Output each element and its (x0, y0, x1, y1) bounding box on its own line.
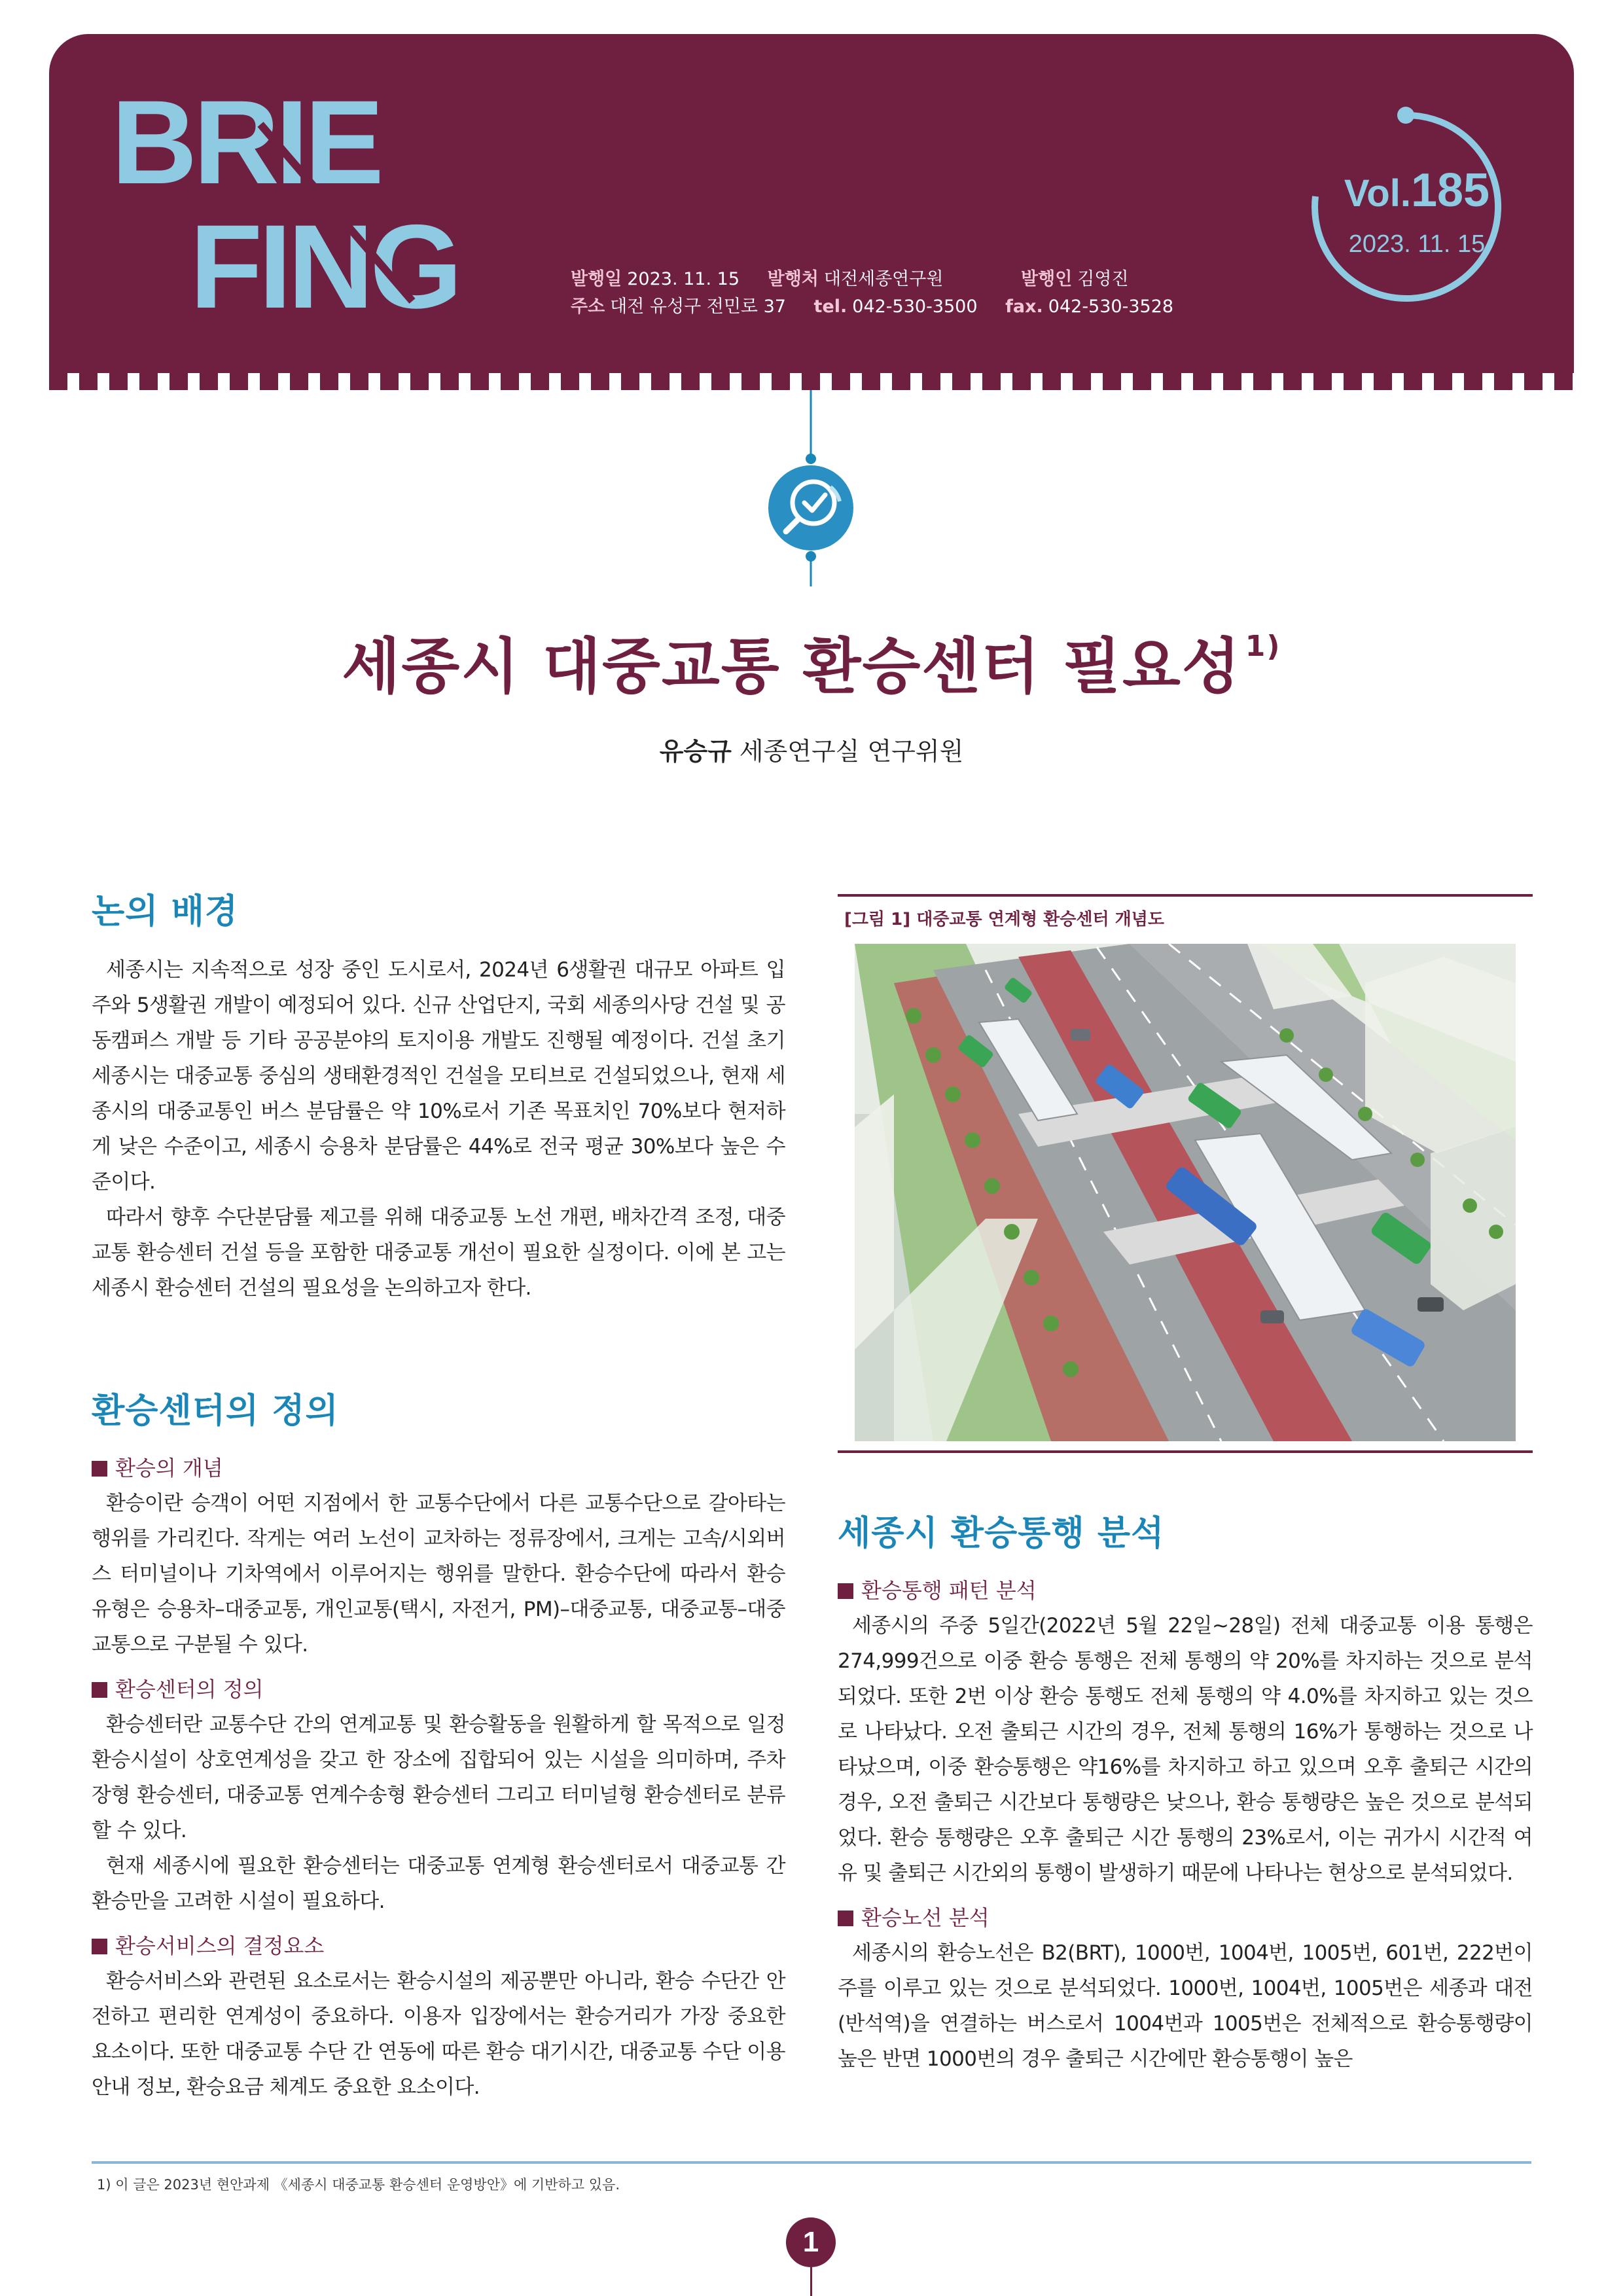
author-name: 유승규 (659, 737, 732, 766)
author-affiliation: 세종연구실 연구위원 (739, 737, 964, 766)
page-number-tick (810, 2267, 812, 2296)
center-definition-paragraph-1: 환승센터란 교통수단 간의 연계교통 및 환승활동을 원활하게 할 목적으로 일정 환승시설이 상호연계성을 갖고 한 장소에 집합되어 있는 시설을 의미하며, 주차장형 환승센터, 대중교통 연계수송형 환승센터 그리고 터미널형 환승센터로 분류할 수 있다. (92, 1713, 785, 1842)
figure-top-rule (838, 894, 1533, 897)
concept-paragraph: 환승이란 승객이 어떤 지점에서 한 교통수단에서 다른 교통수단으로 갈아타는 행위를 가리킨다. 작게는 여러 노선이 교차하는 정류장에서, 크게는 고속/시외버스 터미널이나 기차역에서 이루어지는 행위를 말한다. 환승수단에 따라서 환승 유형은 승용차–대중교통, 개인교통(택시, 자전거, PM)–대중교통, 대중교통–대중교통으로 구분될 수 있다. (92, 1492, 785, 1657)
section-title-background: 논의 배경 (92, 891, 239, 931)
title-footnote-mark: 1) (1245, 630, 1281, 663)
transfer-center-illustration (855, 944, 1516, 1441)
publication-info-row-1: 발행일 2023. 11. 15 발행처 대전세종연구원 발행인 김영진 (571, 269, 1129, 289)
bullet-square-icon (92, 1939, 107, 1954)
section-title-analysis: 세종시 환승통행 분석 (838, 1513, 1165, 1553)
route-paragraph: 세종시의 환승노선은 B2(BRT), 1000번, 1004번, 1005번, 601번, 222번이 주를 이루고 있는 것으로 분석되었다. 1000번, 1004번, 1005번은 세종과 대전(반석역)을 연결하는 버스로서 1004번과 1005번은 전체적으로 환승통행량이 높은 반면 1000번의 경우 출퇴근 시간에만 환승통행이 높은 (838, 1941, 1533, 2071)
bullet-square-icon (838, 1910, 853, 1926)
volume-number: Vol.185 (1344, 164, 1490, 217)
banner-edge (49, 373, 1574, 390)
logo-line-1: BRIE (111, 85, 380, 209)
bullet-square-icon (92, 1682, 107, 1698)
subsection-route: 환승노선 분석 (838, 1901, 1533, 1931)
center-definition-paragraph-2: 현재 세종시에 필요한 환승센터는 대중교통 연계형 환승센터로서 대중교통 간 환승만을 고려한 시설이 필요하다. (92, 1854, 785, 1913)
figure-bottom-rule (838, 1450, 1533, 1453)
bullet-square-icon (92, 1461, 107, 1477)
subsection-pattern: 환승통행 패턴 분석 (838, 1574, 1533, 1604)
volume-date: 2023. 11. 15 (1348, 230, 1486, 258)
subsection-factors: 환승서비스의 결정요소 (92, 1929, 785, 1960)
header-connector (811, 390, 812, 391)
bullet-square-icon (838, 1583, 853, 1599)
subsection-center-definition: 환승센터의 정의 (92, 1673, 785, 1703)
left-column (92, 884, 785, 2105)
figure-caption: [그림 1] 대중교통 연계형 환승센터 개념도 (844, 910, 1164, 929)
subsection-concept: 환승의 개념 (92, 1452, 785, 1482)
logo-line-2: FING (190, 200, 459, 327)
publication-info-row-2: 주소 대전 유성구 전민로 37 tel. 042-530-3500 fax. 042-530-3528 (571, 296, 1174, 317)
footnote: 1) 이 글은 2023년 현안과제 《세종시 대중교통 환승센터 운영방안》에 기반하고 있음. (97, 2177, 620, 2193)
figure-1 (838, 894, 1533, 1457)
pattern-paragraph: 세종시의 주중 5일간(2022년 5월 22일~28일) 전체 대중교통 이용 통행은 274,999건으로 이중 환승 통행은 전체 통행의 약 20%를 차지하는 것으로 분석되었다. 또한 2번 이상 환승 통행도 전체 통행의 약 4.0%를 차지하고 있는 것으로 나타났다. 오전 출퇴근 시간의 경우, 전체 통행의 16%가 통행하는 것으로 나타났으며, 이중 환승통행은 약16%를 차지하고 하고 있으며 오후 출퇴근 시간의 경우, 오전 출퇴근 시간보다 통행량은 낮으나, 환승 통행량은 높은 것으로 분석되었다. 환승 통행량은 오후 출퇴근 시간 통행의 23%로서, 이는 귀가시 시간적 여유 및 출퇴근 시간외의 통행이 발생하기 때문에 나타나는 현상으로 분석되었다. (838, 1614, 1533, 1885)
page-title: 세종시 대중교통 환승센터 필요성 $^{1)}$ (342, 630, 1281, 702)
author-line (0, 731, 1623, 767)
footer-rule (92, 2161, 1531, 2164)
briefing-logo (111, 85, 543, 327)
background-paragraph-2: 따라서 향후 수단분담률 제고를 위해 대중교통 노선 개편, 배차간격 조정, 대중교통 환승센터 건설 등을 포함한 대중교통 개선이 필요한 실정이다. 이에 본 고는 세종시 환승센터 건설의 필요성을 논의하고자 한다. (92, 1206, 785, 1300)
right-column (838, 1505, 1533, 2077)
page-number: 1 (786, 2217, 836, 2267)
background-paragraph-1: 세종시는 지속적으로 성장 중인 도시로서, 2024년 6생활권 대규모 아파트 입주와 5생활권 개발이 예정되어 있다. 신규 산업단지, 국회 세종의사당 건설 및 공동캠퍼스 개발 등 기타 공공분야의 토지이용 개발도 진행될 예정이다. 건설 초기 세종시는 대중교통 중심의 생태환경적인 건설을 모티브로 건설되었으나, 현재 세종시의 대중교통인 버스 분담률은 약 10%로서 기존 목표치인 70%보다 현저하게 낮은 수준이고, 세종시 승용차 분담률은 44%로 전국 평균 30%보다 높은 수준이다. (92, 958, 785, 1194)
magnifier-check-icon (768, 465, 853, 550)
section-title-definition: 환승센터의 정의 (92, 1391, 339, 1431)
factors-paragraph: 환승서비스와 관련된 요소로서는 환승시설의 제공뿐만 아니라, 환승 수단간 안전하고 편리한 연계성이 중요하다. 이용자 입장에서는 환승거리가 가장 중요한 요소이다. 또한 대중교통 수단 간 연동에 따른 환승 대기시간, 대중교통 수단 이용안내 정보, 환승요금 체계도 중요한 요소이다. (92, 1969, 785, 2099)
